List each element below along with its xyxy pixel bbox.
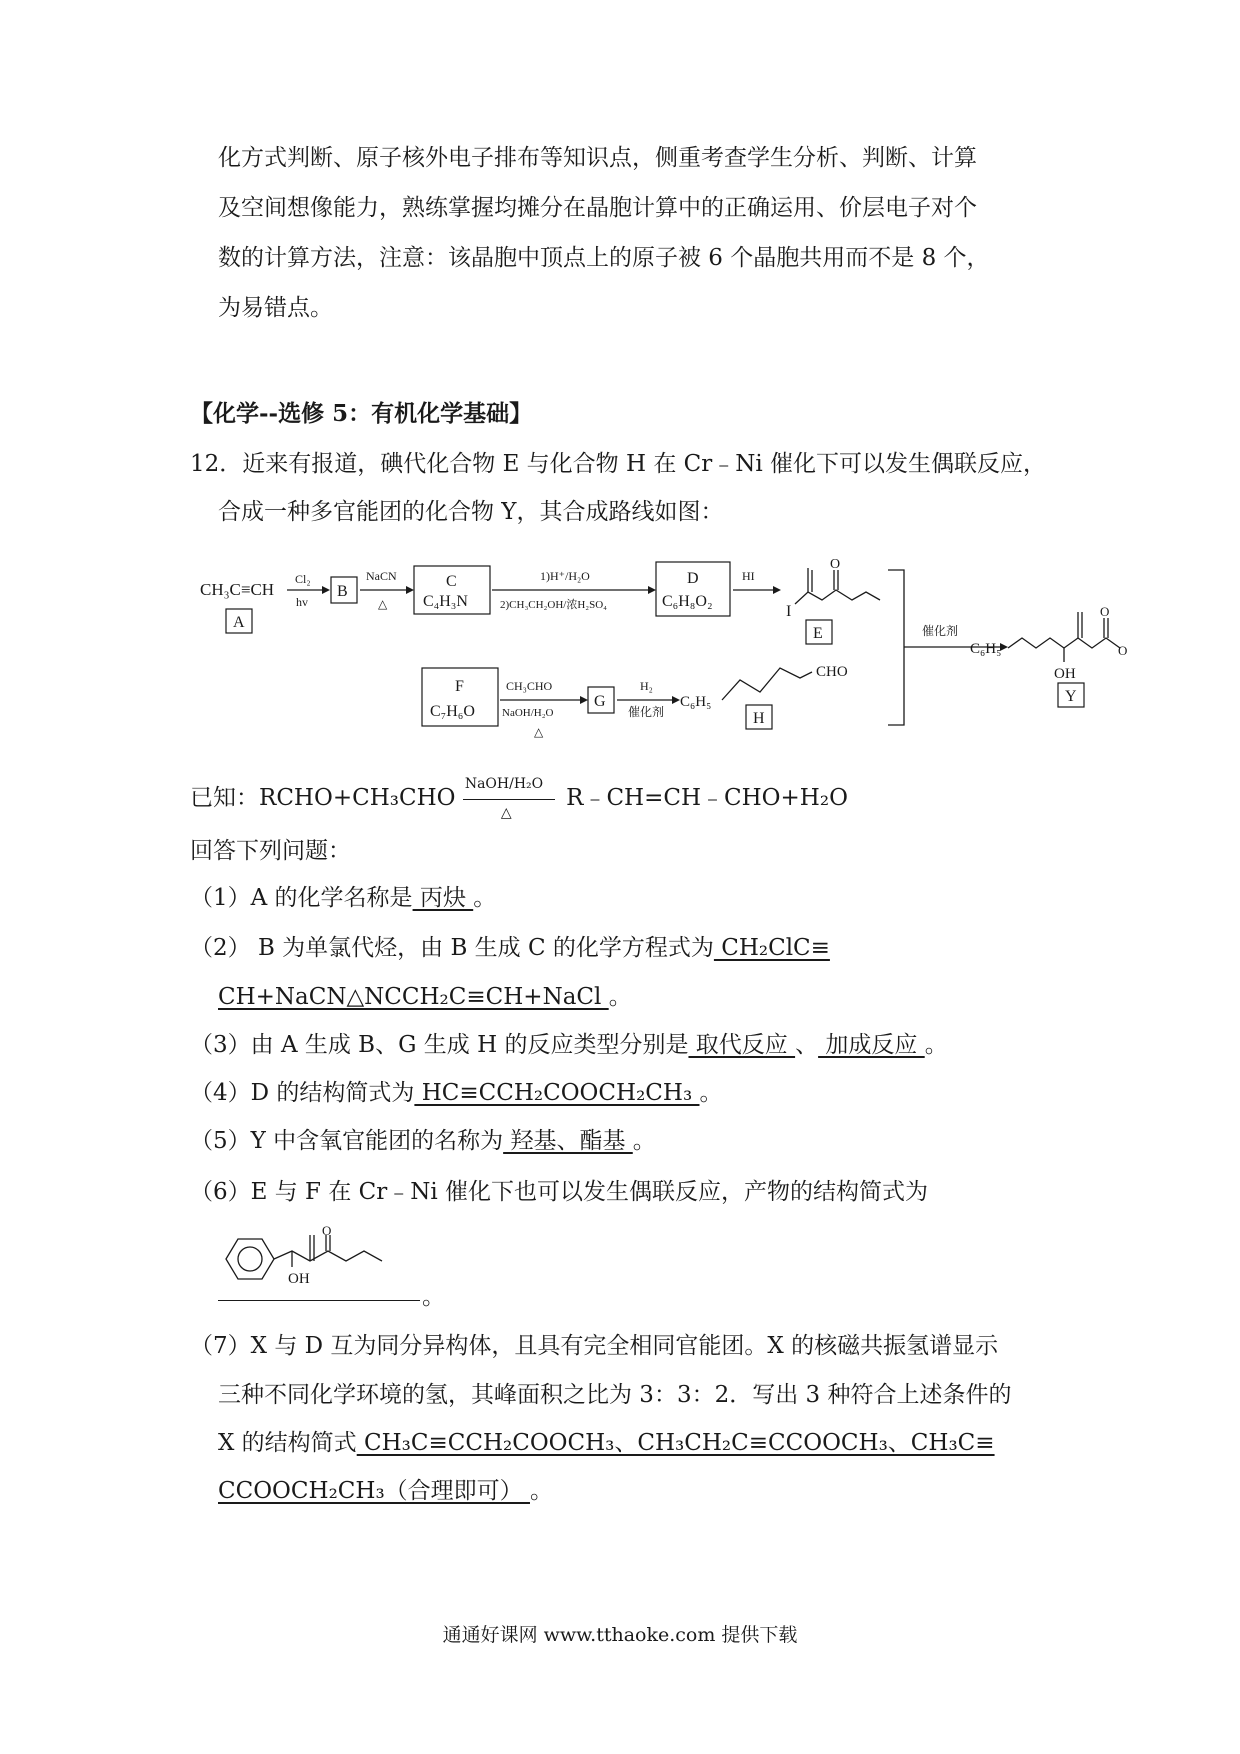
- q6-end: 。: [422, 1284, 445, 1310]
- q2-text: （2） B 为单氯代烃，由 B 生成 C 的化学方程式为: [190, 935, 714, 961]
- q7-text: X 的结构简式: [218, 1430, 357, 1456]
- intro-line-4: 为易错点。: [218, 295, 333, 321]
- q5-end: 。: [632, 1128, 656, 1154]
- q4-text: （4）D 的结构简式为: [190, 1080, 415, 1106]
- structure-E: [795, 568, 880, 604]
- q2-answer-part2: CH+NaCN△NCCH₂C≡CH+NaCl: [218, 984, 609, 1010]
- structure-H: [722, 668, 812, 700]
- H-aldehyde: CHO: [816, 664, 848, 680]
- q1-answer: 丙炔: [412, 885, 474, 911]
- arrowhead-c-d: [648, 586, 656, 594]
- Y-ester-O: O: [1118, 643, 1128, 658]
- H-phenyl: C₆H₅: [680, 694, 712, 710]
- Y-carbonyl-O: O: [1100, 604, 1110, 619]
- benzene-circle: [238, 1247, 262, 1271]
- page-footer: 通通好课网 www.tthaoke.com 提供下载: [442, 1624, 798, 1646]
- q4-answer: HC≡CCH₂COOCH₂CH₃: [414, 1080, 700, 1106]
- intro-line-1: 化方式判断、原子核外电子排布等知识点，侧重考查学生分析、判断、计算: [218, 145, 977, 171]
- arrowhead-g-h: [672, 696, 680, 704]
- q4: [190, 1078, 722, 1108]
- q6-answer-structure: [216, 1225, 436, 1305]
- label-D: D: [687, 570, 699, 587]
- q7-answer-part1: CH₃C≡CCH₂COOCH₃、CH₃CH₂C≡CCOOCH₃、CH₃C≡: [356, 1430, 995, 1456]
- intro-line-3: 数的计算方法，注意：该晶胞中顶点上的原子被 6 个晶胞共用而不是 8 个，: [218, 245, 990, 271]
- E-carbonyl-O: O: [830, 557, 841, 572]
- question-line-2: 合成一种多官能团的化合物 Y，其合成路线如图：: [218, 499, 724, 525]
- merge-bracket: [888, 570, 904, 725]
- arrowhead-f-g: [580, 696, 588, 704]
- q2-line-1: [190, 933, 830, 963]
- known-reaction: [190, 776, 848, 821]
- cond-catalyst-2: 催化剂: [628, 705, 665, 719]
- label-C: C: [446, 573, 457, 590]
- label-A: A: [233, 614, 245, 631]
- Y-hydroxyl: OH: [1054, 666, 1076, 682]
- arrowhead-d-e: [773, 586, 781, 594]
- structure-Y: [1008, 612, 1120, 662]
- label-H: H: [753, 710, 765, 727]
- cond-ch3cho: CH₃CHO: [506, 679, 553, 693]
- q3: [190, 1030, 948, 1060]
- q6: （6）E 与 F 在 Cr﹣Ni 催化下也可以发生偶联反应，产物的结构简式为: [190, 1179, 929, 1205]
- label-B: B: [337, 583, 348, 600]
- Y-phenyl: C₆H₅: [970, 641, 1002, 657]
- q3-answer-1: 取代反应: [688, 1032, 796, 1058]
- carbon-chain: [274, 1251, 382, 1261]
- known-cond-bottom: △: [500, 805, 512, 821]
- q2-line-2: [218, 982, 632, 1012]
- label-G: G: [594, 693, 606, 710]
- arrowhead-a-b: [322, 586, 330, 594]
- cond-naoh: NaOH/H₂O: [502, 707, 554, 719]
- known-cond-top: NaOH/H₂O: [464, 776, 544, 792]
- q5-text: （5）Y 中含氧官能团的名称为: [190, 1128, 504, 1154]
- cond-nacn: NaCN: [366, 569, 397, 583]
- cond-delta: △: [378, 597, 388, 611]
- q7-line-3: [218, 1428, 995, 1458]
- formula-D: C₆H₈O₂: [662, 593, 713, 610]
- q1-text: （1）A 的化学名称是: [190, 885, 413, 911]
- q6-answer-underline: [218, 1300, 420, 1301]
- intro-line-2: 及空间想像能力，熟练掌握均摊分在晶胞计算中的正确运用、价层电子对个: [218, 195, 977, 221]
- cond-hv: hv: [296, 595, 308, 609]
- q7-line-4: [218, 1476, 553, 1506]
- benzene-ring: [226, 1239, 274, 1279]
- E-iodine: I: [786, 603, 792, 620]
- q3-answer-2: 加成反应: [818, 1032, 925, 1058]
- compound-A-formula: CH₃C≡CH: [200, 580, 275, 599]
- q5: [190, 1126, 656, 1156]
- cond-c-d-1: 1)H⁺/H₂O: [540, 569, 590, 583]
- q6-carbonyl-O: O: [322, 1225, 332, 1238]
- formula-F: C₇H₆O: [430, 703, 475, 720]
- cond-c-d-2: 2)CH₃CH₂OH/浓H₂SO₄: [500, 599, 608, 611]
- q5-answer: 羟基、酯基: [503, 1128, 633, 1154]
- q2-end: 。: [608, 984, 632, 1010]
- label-Y: Y: [1065, 688, 1077, 705]
- q4-end: 。: [699, 1080, 723, 1106]
- q3-text: （3）由 A 生成 B、G 生成 H 的反应类型分别是: [190, 1032, 689, 1058]
- cond-hi: HI: [742, 569, 755, 583]
- synthesis-scheme: [0, 550, 1240, 770]
- section-title: 【化学--选修 5：有机化学基础】: [190, 400, 533, 427]
- q7-end: 。: [529, 1478, 553, 1504]
- q3-end: 。: [924, 1032, 948, 1058]
- cond-catalyst: 催化剂: [922, 624, 959, 638]
- label-F: F: [455, 678, 464, 695]
- formula-C: C₄H₃N: [423, 593, 468, 610]
- q1-end: 。: [473, 885, 497, 911]
- label-E: E: [813, 625, 823, 642]
- question-line-1: 12．近来有报道，碘代化合物 E 与化合物 H 在 Cr﹣Ni 催化下可以发生偶联反应，: [190, 451, 1047, 477]
- q7-answer-part2: CCOOCH₂CH₃（合理即可）: [218, 1478, 530, 1504]
- q2-answer-part1: CH₂ClC≡: [713, 935, 830, 961]
- known-suffix: R﹣CH=CH﹣CHO+H₂O: [566, 785, 848, 811]
- cond-h2: H₂: [640, 679, 653, 693]
- cond-cl2: Cl₂: [295, 572, 311, 586]
- q6-hydroxyl: OH: [288, 1271, 310, 1287]
- arrowhead-b-c: [406, 586, 414, 594]
- answer-intro: 回答下列问题：: [190, 838, 351, 864]
- q3-separator: 、: [795, 1032, 819, 1058]
- q7-line-1: （7）X 与 D 互为同分异构体，且具有完全相同官能团。X 的核磁共振氢谱显示: [190, 1333, 999, 1359]
- known-prefix: 已知：RCHO+CH₃CHO: [190, 785, 456, 811]
- q7-line-2: 三种不同化学环境的氢，其峰面积之比为 3：3：2．写出 3 种符合上述条件的: [218, 1382, 1012, 1408]
- cond-delta-2: △: [534, 725, 544, 739]
- known-arrow: [463, 776, 559, 821]
- q1: [190, 883, 496, 913]
